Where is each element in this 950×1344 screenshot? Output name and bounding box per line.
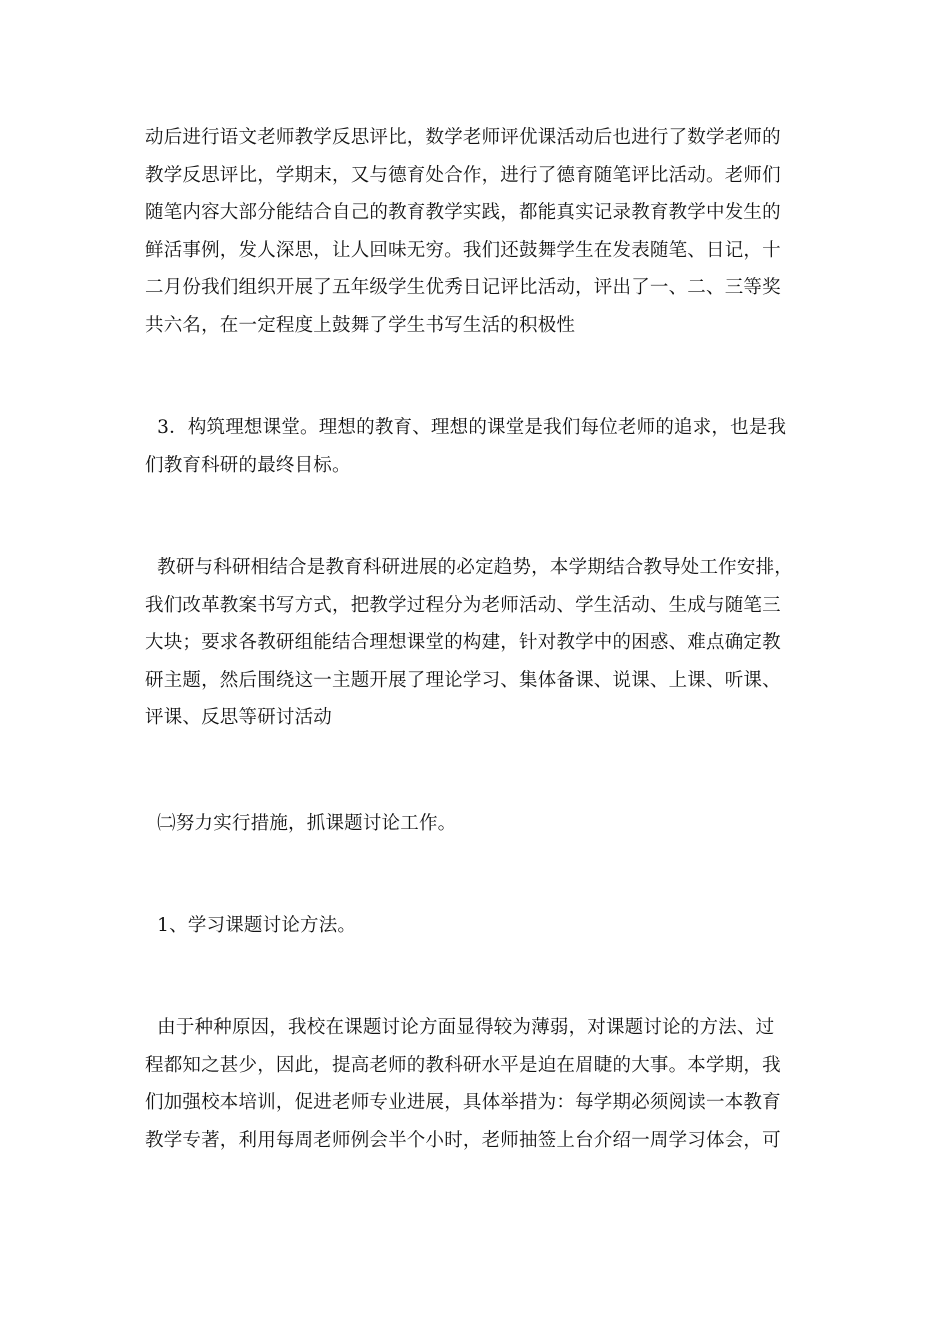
text-line: 教研与科研相结合是教育科研进展的必定趋势，本学期结合教导处工作安排，: [145, 557, 793, 578]
text-line: 鲜活事例，发人深思，让人回味无穷。我们还鼓舞学生在发表随笔、日记，十: [145, 239, 781, 261]
text-line: 我们改革教案书写方式，把教学过程分为老师活动、学生活动、生成与随笔三: [145, 594, 781, 616]
subsection-heading: [145, 907, 805, 945]
text-line: 动后进行语文老师教学反思评比，数学老师评优课活动后也进行了数学老师的: [145, 127, 781, 148]
text-line: 1、学习课题讨论方法。: [145, 915, 357, 936]
paragraph-3: [145, 549, 805, 737]
text-line: 二月份我们组织开展了五年级学生优秀日记评比活动，评出了一、二、三等奖: [145, 277, 781, 298]
text-line: 评课、反思等研讨活动: [145, 707, 333, 728]
section-heading: [145, 805, 805, 843]
text-line: 们教育科研的最终目标。: [145, 454, 351, 476]
text-line: 研主题，然后围绕这一主题开展了理论学习、集体备课、说课、上课、听课、: [145, 669, 781, 691]
paragraph-6: [145, 1009, 805, 1159]
text-line: 由于种种原因，我校在课题讨论方面显得较为薄弱，对课题讨论的方法、过: [145, 1017, 775, 1038]
text-line: 大块；要求各教研组能结合理想课堂的构建，针对教学中的困惑、难点确定教: [145, 632, 781, 653]
text-line: 3．构筑理想课堂。理想的教育、理想的课堂是我们每位老师的追求，也是我: [145, 417, 787, 438]
text-line: 教学专著，利用每周老师例会半个小时，老师抽签上台介绍一周学习体会，可: [145, 1129, 781, 1151]
text-line: 教学反思评比，学期末，又与德育处合作，进行了德育随笔评比活动。老师们: [145, 164, 781, 186]
text-line: 随笔内容大部分能结合自己的教育教学实践，都能真实记录教育教学中发生的: [145, 202, 781, 223]
text-line: 共六名，在一定程度上鼓舞了学生书写生活的积极性: [145, 314, 576, 336]
paragraph-1: [145, 119, 805, 344]
text-line: 程都知之甚少，因此，提高老师的教科研水平是迫在眉睫的大事。本学期，我: [145, 1054, 781, 1076]
paragraph-2: [145, 409, 805, 484]
text-line: 们加强校本培训，促进老师专业进展，具体举措为：每学期必须阅读一本教育: [145, 1092, 781, 1113]
text-line: ㈡努力实行措施，抓课题讨论工作。: [145, 813, 457, 834]
